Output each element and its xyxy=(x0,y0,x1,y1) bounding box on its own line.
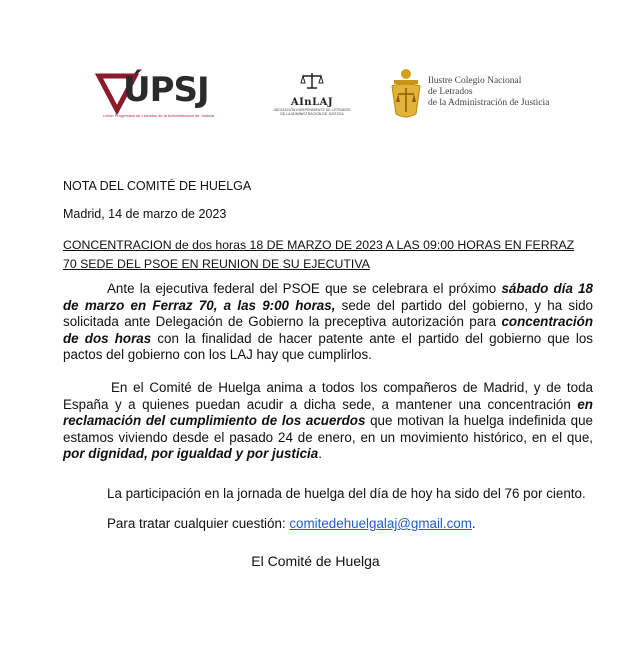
document-title: NOTA DEL COMITÉ DE HUELGA xyxy=(63,179,252,193)
colegio-line-3: de la Administración de Justicia xyxy=(428,98,550,108)
p1-text-a: Ante la ejecutiva federal del PSOE que se celebrara el próximo xyxy=(107,281,502,296)
p1-text-c: sede del partido del gobierno, y ha sido solicitada ante Delegación de Gobierno la preceptiva autorización para xyxy=(63,297,593,329)
paragraph-3: La participación en la jornada de huelga del día de hoy ha sido del 76 por ciento. xyxy=(107,486,586,501)
p2-text-c: que motivan la huelga indefinida que estamos viviendo desde el pasado 24 de enero, en un movimiento histórico, en el que, xyxy=(63,413,593,445)
upsj-logo xyxy=(95,66,214,126)
scales-icon xyxy=(300,72,324,90)
signature: El Comité de Huelga xyxy=(251,553,380,569)
ainlaj-wordmark: AInLAJ xyxy=(290,97,334,108)
paragraph-2 xyxy=(63,380,593,463)
colegio-crest-icon xyxy=(386,66,426,126)
document-subject: CONCENTRACION de dos horas 18 DE MARZO DE 2023 A LAS 09:00 HORAS EN FERRAZ 70 SEDE DEL PSOE EN REUNION DE SU EJECUTIVA xyxy=(63,238,575,271)
colegio-name xyxy=(428,76,549,109)
p4-text-a: Para tratar cualquier cuestión: xyxy=(107,516,290,531)
p1-emphasis-concentration: concentración de dos horas xyxy=(63,314,593,346)
ainlaj-logo xyxy=(272,72,352,122)
colegio-logo xyxy=(386,64,566,130)
ainlaj-tagline: ASOCIACIÓN INDEPENDIENTE DE LETRADOS DE LA ADMINISTRACIÓN DE JUSTICIA xyxy=(273,108,351,116)
p2-emphasis-motto: por dignidad, por igualdad y por justicia xyxy=(63,446,319,461)
colegio-line-1: Ilustre Colegio Nacional xyxy=(428,76,522,86)
p1-emphasis-date: sábado día 18 de marzo en Ferraz 70, a las 9:00 horas, xyxy=(63,281,593,313)
paragraph-1 xyxy=(63,281,593,364)
p2-text-a: En el Comité de Huelga anima a todos los compañeros de Madrid, y de toda España y a quienes puedan acudir a dicha sede, a mantener una concentración xyxy=(63,380,593,412)
p4-text-b: . xyxy=(471,516,476,531)
colegio-line-2: de Letrados xyxy=(428,87,473,97)
contact-email-link[interactable]: comitedehuelgalaj@gmail.com xyxy=(289,516,472,531)
upsj-wordmark: ÚPSJ xyxy=(123,70,209,110)
paragraph-4 xyxy=(63,516,593,533)
p1-text-e: con la finalidad de hacer patente ante el partido del gobierno que los pactos del gobierno con los LAJ hay que cumplirlos. xyxy=(63,330,593,362)
document-date: Madrid, 14 de marzo de 2023 xyxy=(63,207,227,221)
logo-bar xyxy=(0,60,631,130)
p2-emphasis-claim: en reclamación del cumplimiento de los acuerdos xyxy=(63,396,593,428)
p2-text-e: . xyxy=(318,446,322,461)
upsj-tagline: Unión Progresista de Letrados de la Administración de Justicia xyxy=(103,113,214,118)
